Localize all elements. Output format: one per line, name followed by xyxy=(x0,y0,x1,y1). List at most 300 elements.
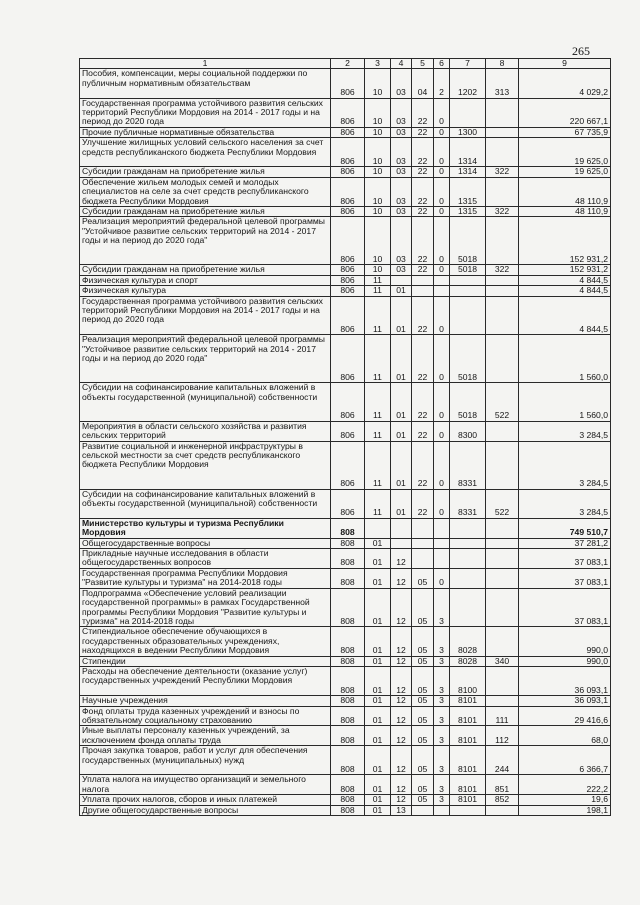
subsection-code: 12 xyxy=(391,656,412,666)
row-name: Стипендиальное обеспечение обучающихся в государственных образовательных учреждениях, находящихся в ведении Республики Мордовия xyxy=(80,627,331,656)
subsection-code: 01 xyxy=(391,335,412,383)
subsection-code: 03 xyxy=(391,98,412,127)
table-row xyxy=(80,286,611,296)
subsection-code: 01 xyxy=(391,296,412,335)
table-row xyxy=(80,275,611,285)
admin-code: 808 xyxy=(331,706,365,726)
admin-code: 808 xyxy=(331,518,365,538)
table-row xyxy=(80,127,611,137)
amount: 19,6 xyxy=(519,795,611,805)
subsection-code: 03 xyxy=(391,207,412,217)
admin-code: 806 xyxy=(331,275,365,285)
admin-code: 808 xyxy=(331,746,365,775)
expense-type-code: 340 xyxy=(486,656,519,666)
expense-type-code xyxy=(486,98,519,127)
subsection-code: 12 xyxy=(391,775,412,795)
expense-type-code xyxy=(486,568,519,588)
target-article-code: 8300 xyxy=(450,421,486,441)
col-header-4: 4 xyxy=(391,59,412,69)
amount: 68,0 xyxy=(519,726,611,746)
subprogram-code: 3 xyxy=(434,775,450,795)
target-article-code: 8028 xyxy=(450,627,486,656)
subsection-code: 03 xyxy=(391,138,412,167)
admin-code: 808 xyxy=(331,805,365,815)
table-row xyxy=(80,207,611,217)
table-row xyxy=(80,335,611,383)
row-name: Пособия, компенсации, меры социальной поддержки по публичным нормативным обязательствам xyxy=(80,69,331,98)
section-code xyxy=(365,518,391,538)
subprogram-code: 0 xyxy=(434,138,450,167)
section-code: 01 xyxy=(365,795,391,805)
section-code: 11 xyxy=(365,383,391,422)
program-code: 22 xyxy=(412,265,434,275)
subsection-code: 12 xyxy=(391,588,412,627)
expense-type-code xyxy=(486,286,519,296)
amount: 4 029,2 xyxy=(519,69,611,98)
row-name: Государственная программа Республики Мордовия "Развитие культуры и туризма" на 2014-2018 годы xyxy=(80,568,331,588)
expense-type-code xyxy=(486,296,519,335)
subprogram-code: 0 xyxy=(434,568,450,588)
table-row xyxy=(80,69,611,98)
target-article-code: 8028 xyxy=(450,656,486,666)
subprogram-code: 3 xyxy=(434,706,450,726)
program-code xyxy=(412,805,434,815)
program-code xyxy=(412,286,434,296)
amount: 198,1 xyxy=(519,805,611,815)
target-article-code: 8101 xyxy=(450,775,486,795)
program-code: 05 xyxy=(412,726,434,746)
section-code: 10 xyxy=(365,69,391,98)
amount: 220 667,1 xyxy=(519,98,611,127)
program-code xyxy=(412,549,434,569)
subprogram-code xyxy=(434,286,450,296)
subprogram-code: 0 xyxy=(434,296,450,335)
amount: 1 560,0 xyxy=(519,335,611,383)
admin-code: 806 xyxy=(331,69,365,98)
subprogram-code: 3 xyxy=(434,795,450,805)
admin-code: 808 xyxy=(331,568,365,588)
row-name: Уплата прочих налогов, сборов и иных платежей xyxy=(80,795,331,805)
program-code xyxy=(412,275,434,285)
section-code: 10 xyxy=(365,217,391,265)
expense-type-code: 522 xyxy=(486,489,519,518)
section-code: 10 xyxy=(365,127,391,137)
program-code: 22 xyxy=(412,98,434,127)
subprogram-code xyxy=(434,805,450,815)
subprogram-code xyxy=(434,538,450,548)
col-header-5: 5 xyxy=(412,59,434,69)
target-article-code: 5018 xyxy=(450,217,486,265)
row-name: Подпрограмма «Обеспечение условий реализации государственной программы» в рамках Государственной программы Республики Мордовия "Развитие культуры и туризма" на 2014-2018 годы xyxy=(80,588,331,627)
row-name: Развитие социальной и инженерной инфраструктуры в сельской местности за счет средств республиканского бюджета Республики Мордовия xyxy=(80,441,331,489)
subprogram-code: 3 xyxy=(434,627,450,656)
table-row xyxy=(80,726,611,746)
admin-code: 806 xyxy=(331,286,365,296)
amount: 4 844,5 xyxy=(519,296,611,335)
section-code: 01 xyxy=(365,588,391,627)
expense-type-code xyxy=(486,538,519,548)
program-code: 22 xyxy=(412,127,434,137)
expense-type-code xyxy=(486,177,519,206)
target-article-code xyxy=(450,588,486,627)
target-article-code: 1314 xyxy=(450,167,486,177)
program-code: 22 xyxy=(412,177,434,206)
row-name: Реализация мероприятий федеральной целевой программы "Устойчивое развитие сельских территорий на 2014 - 2017 годы и на период до 2020 года" xyxy=(80,335,331,383)
target-article-code: 1300 xyxy=(450,127,486,137)
row-name: Мероприятия в области сельского хозяйства и развития сельских территорий xyxy=(80,421,331,441)
expense-type-code xyxy=(486,549,519,569)
admin-code: 808 xyxy=(331,549,365,569)
program-code: 05 xyxy=(412,568,434,588)
program-code: 05 xyxy=(412,627,434,656)
col-header-6: 6 xyxy=(434,59,450,69)
program-code: 22 xyxy=(412,138,434,167)
subsection-code: 03 xyxy=(391,127,412,137)
subsection-code: 12 xyxy=(391,627,412,656)
row-name: Государственная программа устойчивого развития сельских территорий Республики Мордовия на 2014 - 2017 годы и на период до 2020 года xyxy=(80,98,331,127)
program-code: 22 xyxy=(412,489,434,518)
expense-type-code: 852 xyxy=(486,795,519,805)
table-row xyxy=(80,383,611,422)
admin-code: 808 xyxy=(331,588,365,627)
col-header-1: 1 xyxy=(80,59,331,69)
program-code: 05 xyxy=(412,775,434,795)
amount: 48 110,9 xyxy=(519,207,611,217)
subprogram-code: 0 xyxy=(434,217,450,265)
subsection-code: 01 xyxy=(391,441,412,489)
col-header-2: 2 xyxy=(331,59,365,69)
admin-code: 806 xyxy=(331,383,365,422)
subsection-code: 13 xyxy=(391,805,412,815)
amount: 3 284,5 xyxy=(519,441,611,489)
target-article-code: 5018 xyxy=(450,265,486,275)
program-code: 05 xyxy=(412,706,434,726)
admin-code: 806 xyxy=(331,177,365,206)
table-row xyxy=(80,805,611,815)
row-name: Реализация мероприятий федеральной целевой программы "Устойчивое развитие сельских территорий на 2014 - 2017 годы и на период до 2020 года" xyxy=(80,217,331,265)
subsection-code: 03 xyxy=(391,177,412,206)
subsection-code: 12 xyxy=(391,746,412,775)
target-article-code xyxy=(450,296,486,335)
amount: 3 284,5 xyxy=(519,421,611,441)
table-row xyxy=(80,177,611,206)
target-article-code xyxy=(450,275,486,285)
subprogram-code: 3 xyxy=(434,726,450,746)
amount: 37 281,2 xyxy=(519,538,611,548)
amount: 6 366,7 xyxy=(519,746,611,775)
section-code: 01 xyxy=(365,805,391,815)
subsection-code: 01 xyxy=(391,383,412,422)
expense-type-code: 244 xyxy=(486,746,519,775)
program-code xyxy=(412,538,434,548)
table-row xyxy=(80,666,611,695)
program-code: 22 xyxy=(412,383,434,422)
expense-type-code xyxy=(486,588,519,627)
amount: 48 110,9 xyxy=(519,177,611,206)
amount: 29 416,6 xyxy=(519,706,611,726)
subprogram-code: 0 xyxy=(434,265,450,275)
program-code: 22 xyxy=(412,217,434,265)
target-article-code: 5018 xyxy=(450,383,486,422)
subprogram-code: 3 xyxy=(434,666,450,695)
program-code: 22 xyxy=(412,441,434,489)
table-row xyxy=(80,775,611,795)
admin-code: 806 xyxy=(331,217,365,265)
target-article-code: 1314 xyxy=(450,138,486,167)
row-name: Субсидии гражданам на приобретение жилья xyxy=(80,265,331,275)
expense-type-code xyxy=(486,421,519,441)
section-code: 11 xyxy=(365,335,391,383)
row-name: Фонд оплаты труда казенных учреждений и взносы по обязательному социальному страхованию xyxy=(80,706,331,726)
program-code: 22 xyxy=(412,167,434,177)
target-article-code xyxy=(450,805,486,815)
table-row xyxy=(80,98,611,127)
admin-code: 808 xyxy=(331,726,365,746)
table-row xyxy=(80,627,611,656)
section-code: 01 xyxy=(365,696,391,706)
target-article-code xyxy=(450,518,486,538)
col-header-9: 9 xyxy=(519,59,611,69)
admin-code: 806 xyxy=(331,441,365,489)
table-row xyxy=(80,538,611,548)
row-name: Прикладные научные исследования в области общегосударственных вопросов xyxy=(80,549,331,569)
amount: 990,0 xyxy=(519,627,611,656)
subprogram-code: 0 xyxy=(434,177,450,206)
section-code: 10 xyxy=(365,177,391,206)
target-article-code: 1315 xyxy=(450,207,486,217)
target-article-code: 8101 xyxy=(450,746,486,775)
subprogram-code: 2 xyxy=(434,69,450,98)
admin-code: 806 xyxy=(331,127,365,137)
row-name: Физическая культура и спорт xyxy=(80,275,331,285)
section-code: 01 xyxy=(365,775,391,795)
section-code: 01 xyxy=(365,568,391,588)
program-code: 04 xyxy=(412,69,434,98)
admin-code: 806 xyxy=(331,138,365,167)
target-article-code: 1202 xyxy=(450,69,486,98)
expense-type-code: 851 xyxy=(486,775,519,795)
target-article-code xyxy=(450,98,486,127)
subsection-code: 03 xyxy=(391,167,412,177)
subsection-code: 12 xyxy=(391,726,412,746)
expense-type-code: 522 xyxy=(486,383,519,422)
section-code: 10 xyxy=(365,138,391,167)
admin-code: 806 xyxy=(331,167,365,177)
target-article-code: 8101 xyxy=(450,696,486,706)
target-article-code xyxy=(450,538,486,548)
table-row xyxy=(80,696,611,706)
admin-code: 806 xyxy=(331,265,365,275)
expense-type-code xyxy=(486,138,519,167)
amount: 36 093,1 xyxy=(519,696,611,706)
expense-type-code xyxy=(486,518,519,538)
program-code: 05 xyxy=(412,666,434,695)
row-name: Субсидии гражданам на приобретение жилья xyxy=(80,207,331,217)
admin-code: 806 xyxy=(331,421,365,441)
subprogram-code: 0 xyxy=(434,489,450,518)
table-row xyxy=(80,441,611,489)
amount: 19 625,0 xyxy=(519,167,611,177)
program-code: 22 xyxy=(412,335,434,383)
row-name: Научные учреждения xyxy=(80,696,331,706)
row-name: Расходы на обеспечение деятельности (оказание услуг) государственных учреждений Республики Мордовия xyxy=(80,666,331,695)
amount: 37 083,1 xyxy=(519,549,611,569)
section-code: 01 xyxy=(365,627,391,656)
admin-code: 808 xyxy=(331,666,365,695)
admin-code: 808 xyxy=(331,627,365,656)
target-article-code: 5018 xyxy=(450,335,486,383)
col-header-8: 8 xyxy=(486,59,519,69)
expense-type-code xyxy=(486,666,519,695)
program-code: 22 xyxy=(412,296,434,335)
target-article-code: 8101 xyxy=(450,706,486,726)
admin-code: 808 xyxy=(331,656,365,666)
expense-type-code xyxy=(486,805,519,815)
table-row xyxy=(80,706,611,726)
program-code: 05 xyxy=(412,656,434,666)
section-code: 10 xyxy=(365,265,391,275)
section-code: 01 xyxy=(365,706,391,726)
expense-type-code xyxy=(486,275,519,285)
subsection-code: 03 xyxy=(391,69,412,98)
expense-type-code xyxy=(486,335,519,383)
subsection-code: 01 xyxy=(391,421,412,441)
row-name: Прочие публичные нормативные обязательства xyxy=(80,127,331,137)
section-code: 11 xyxy=(365,421,391,441)
subsection-code xyxy=(391,538,412,548)
col-header-3: 3 xyxy=(365,59,391,69)
subsection-code: 12 xyxy=(391,549,412,569)
target-article-code: 8331 xyxy=(450,489,486,518)
subsection-code: 12 xyxy=(391,706,412,726)
subsection-code: 12 xyxy=(391,666,412,695)
subsection-code: 01 xyxy=(391,286,412,296)
amount: 152 931,2 xyxy=(519,217,611,265)
section-code: 11 xyxy=(365,441,391,489)
target-article-code: 8101 xyxy=(450,795,486,805)
expense-type-code xyxy=(486,127,519,137)
target-article-code xyxy=(450,286,486,296)
subprogram-code xyxy=(434,275,450,285)
expense-type-code xyxy=(486,441,519,489)
subprogram-code xyxy=(434,518,450,538)
page-number: 265 xyxy=(572,44,590,58)
subsection-code: 12 xyxy=(391,696,412,706)
target-article-code xyxy=(450,549,486,569)
subprogram-code: 0 xyxy=(434,441,450,489)
amount: 4 844,5 xyxy=(519,286,611,296)
table-row xyxy=(80,138,611,167)
table-row xyxy=(80,568,611,588)
table-row xyxy=(80,265,611,275)
subprogram-code: 0 xyxy=(434,383,450,422)
subprogram-code: 3 xyxy=(434,746,450,775)
subprogram-code: 0 xyxy=(434,98,450,127)
row-name: Другие общегосударственные вопросы xyxy=(80,805,331,815)
table-row xyxy=(80,746,611,775)
admin-code: 806 xyxy=(331,489,365,518)
table-row xyxy=(80,588,611,627)
program-code xyxy=(412,518,434,538)
subsection-code xyxy=(391,275,412,285)
program-code: 22 xyxy=(412,207,434,217)
amount: 1 560,0 xyxy=(519,383,611,422)
expense-type-code: 112 xyxy=(486,726,519,746)
subprogram-code xyxy=(434,549,450,569)
subprogram-code: 0 xyxy=(434,207,450,217)
expense-type-code: 111 xyxy=(486,706,519,726)
target-article-code: 8101 xyxy=(450,726,486,746)
section-code: 01 xyxy=(365,538,391,548)
expense-type-code xyxy=(486,627,519,656)
expense-type-code: 322 xyxy=(486,265,519,275)
row-name: Прочая закупка товаров, работ и услуг для обеспечения государственных (муниципальных) нужд xyxy=(80,746,331,775)
row-name: Субсидии гражданам на приобретение жилья xyxy=(80,167,331,177)
amount: 37 083,1 xyxy=(519,588,611,627)
amount: 3 284,5 xyxy=(519,489,611,518)
target-article-code: 8331 xyxy=(450,441,486,489)
row-name: Субсидии на софинансирование капитальных вложений в объекты государственной (муниципальной) собственности xyxy=(80,383,331,422)
admin-code: 806 xyxy=(331,207,365,217)
row-name: Министерство культуры и туризма Республики Мордовия xyxy=(80,518,331,538)
table-row xyxy=(80,549,611,569)
amount: 222,2 xyxy=(519,775,611,795)
section-code: 10 xyxy=(365,98,391,127)
section-code: 01 xyxy=(365,726,391,746)
table-row xyxy=(80,489,611,518)
amount: 37 083,1 xyxy=(519,568,611,588)
subprogram-code: 0 xyxy=(434,421,450,441)
budget-table xyxy=(79,58,611,816)
subprogram-code: 3 xyxy=(434,656,450,666)
section-code: 01 xyxy=(365,666,391,695)
section-code: 11 xyxy=(365,286,391,296)
row-name: Субсидии на софинансирование капитальных вложений в объекты государственной (муниципальной) собственности xyxy=(80,489,331,518)
program-code: 22 xyxy=(412,421,434,441)
program-code: 05 xyxy=(412,696,434,706)
admin-code: 808 xyxy=(331,795,365,805)
section-code: 01 xyxy=(365,549,391,569)
section-code: 10 xyxy=(365,167,391,177)
admin-code: 808 xyxy=(331,538,365,548)
target-article-code xyxy=(450,568,486,588)
admin-code: 808 xyxy=(331,696,365,706)
program-code: 05 xyxy=(412,795,434,805)
table-row xyxy=(80,518,611,538)
target-article-code: 1315 xyxy=(450,177,486,206)
table-row xyxy=(80,217,611,265)
expense-type-code xyxy=(486,217,519,265)
amount: 36 093,1 xyxy=(519,666,611,695)
row-name: Физическая культура xyxy=(80,286,331,296)
amount: 990,0 xyxy=(519,656,611,666)
row-name: Государственная программа устойчивого развития сельских территорий Республики Мордовия на 2014 - 2017 годы и на период до 2020 года xyxy=(80,296,331,335)
amount: 152 931,2 xyxy=(519,265,611,275)
subprogram-code: 0 xyxy=(434,167,450,177)
row-name: Обеспечение жильем молодых семей и молодых специалистов на селе за счет средств республиканского бюджета Республики Мордовия xyxy=(80,177,331,206)
subsection-code: 03 xyxy=(391,265,412,275)
table-row xyxy=(80,421,611,441)
row-name: Стипендии xyxy=(80,656,331,666)
row-name: Общегосударственные вопросы xyxy=(80,538,331,548)
table-body xyxy=(80,69,611,816)
subprogram-code: 3 xyxy=(434,588,450,627)
col-header-7: 7 xyxy=(450,59,486,69)
amount: 4 844,5 xyxy=(519,275,611,285)
amount: 19 625,0 xyxy=(519,138,611,167)
subsection-code xyxy=(391,518,412,538)
program-code: 05 xyxy=(412,588,434,627)
